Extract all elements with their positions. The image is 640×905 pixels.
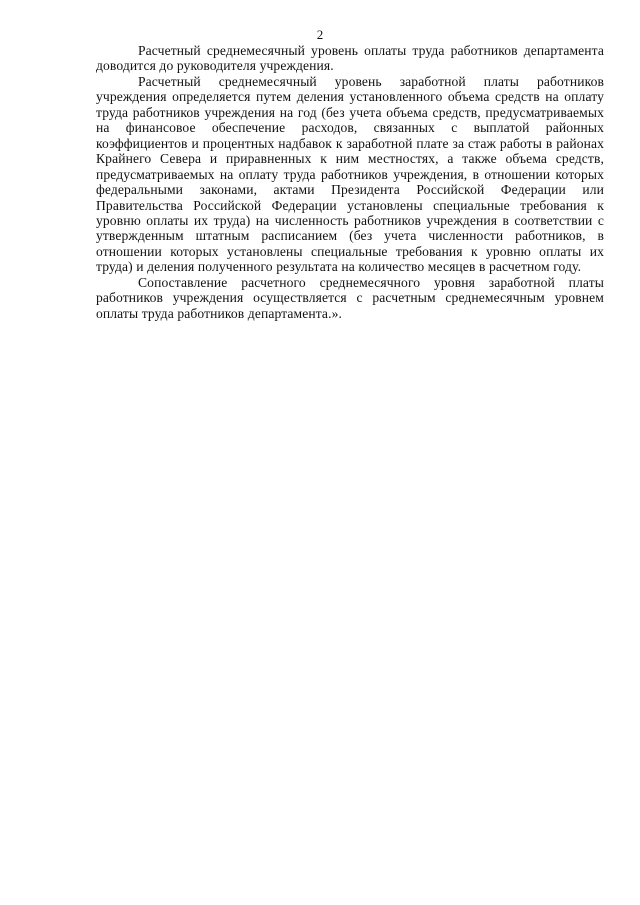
paragraph-3: Сопоставление расчетного среднемесячного уровня заработной платы работников учреждения осуществляется с расчетным среднемесячным уровнем оплаты труда работников департамента.». xyxy=(96,274,604,321)
page-number: 2 xyxy=(316,27,324,42)
document-body xyxy=(96,43,604,321)
paragraph-2: Расчетный среднемесячный уровень заработной платы работников учреждения определяется путем деления установленного объема средств на оплату труда работников учреждения на год (без учета объема средств, предусматриваемых на финансовое обеспечение расходов, связанных с выплатой районных коэффициентов и процентных надбавок к заработной плате за стаж работы в районах Крайнего Севера и приравненных к ним местностях, а также объема средств, предусматриваемых на оплату труда работников учреждения, в отношении которых федеральными законами, актами Президента Российской Федерации или Правительства Российской Федерации установлены специальные требования к уровню оплаты их труда) на численность работников учреждения в соответствии с утвержденным штатным расписанием (без учета численности работников, в отношении которых установлены специальные требования к уровню оплаты их труда) и деления полученного результата на количество месяцев в расчетном году. xyxy=(96,73,604,275)
paragraph-1: Расчетный среднемесячный уровень оплаты труда работников департамента доводится до руководителя учреждения. xyxy=(96,43,604,74)
